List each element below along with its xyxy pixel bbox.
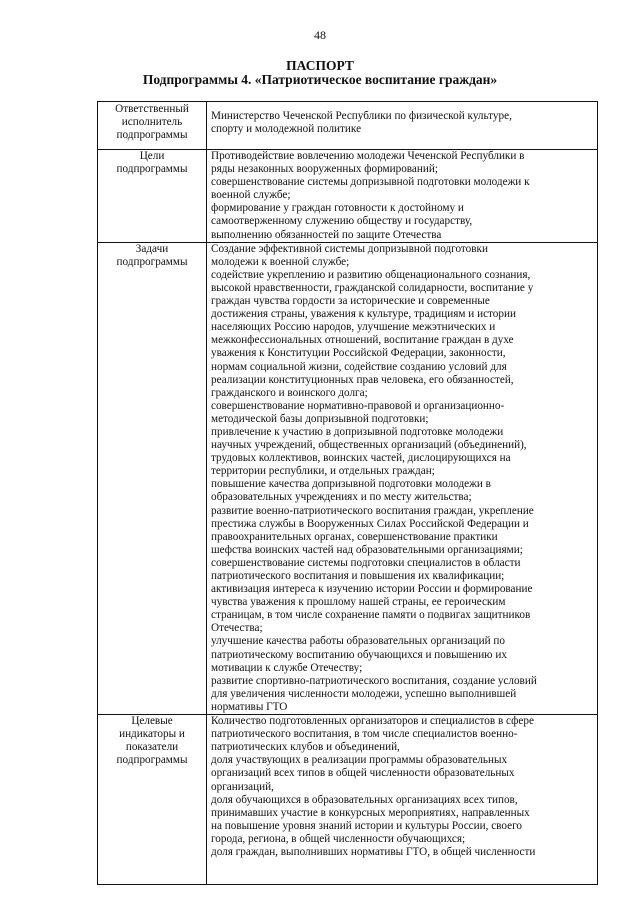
page-number: 48	[314, 28, 326, 42]
value-line: привлечение к участию в допризывной подготовке молодежи	[211, 425, 504, 438]
value-line: населяющих Россию народов, улучшение межэтнических и	[211, 321, 496, 334]
value-cell	[207, 102, 598, 150]
label-line: подпрограммы	[116, 754, 188, 767]
value-line: патриотическому воспитанию обучающихся и повышению их	[211, 648, 507, 661]
value-line: ряды незаконных вооруженных формирований;	[211, 163, 438, 176]
value-cell	[207, 715, 598, 885]
value-line: совершенствование системы подготовки специалистов в области	[211, 556, 521, 569]
value-line: трудовых коллективов, воинских частей, дислоцирующихся на	[211, 452, 511, 465]
value-line: Создание эффективной системы допризывной подготовки	[211, 242, 488, 255]
value-line: научных учреждений, общественных организаций (объединений),	[211, 439, 527, 452]
value-line: развитие спортивно-патриотического воспитания, создание условий	[211, 674, 537, 687]
value-line: самоотверженному служению обществу и государству,	[211, 215, 473, 228]
value-line: на повышение уровня знаний истории и культуры России, своего	[211, 819, 522, 832]
document-title: ПАСПОРТ	[286, 58, 354, 73]
value-line: содействие укреплению и развитию общенационального сознания,	[211, 268, 531, 281]
value-line: спорту и молодежной политике	[211, 123, 362, 136]
table-row-goals	[98, 150, 598, 243]
value-line: принимавших участие в конкурсных мероприятиях, направленных	[211, 806, 530, 819]
value-line: для увеличения численности молодежи, успешно выполнившей	[211, 687, 517, 700]
value-line: активизация интереса к изучению истории России и формирование	[211, 583, 533, 596]
value-line: военной службе;	[211, 189, 291, 202]
value-line: развитие военно-патриотического воспитания граждан, укрепление	[211, 504, 534, 517]
value-line: патриотического воспитания и повышения их квалификации;	[211, 570, 505, 582]
value-line: нормам социальной жизни, содействие созданию условий для	[211, 360, 507, 373]
value-line: Министерство Чеченской Республики по физической культуре,	[211, 110, 512, 122]
value-line: Противодействие вовлечению молодежи Чеченской Республики в	[211, 150, 525, 162]
label-line: Задачи	[135, 242, 169, 255]
value-line: улучшение качества работы образовательных организаций по	[211, 635, 506, 648]
value-line: граждан чувства гордости за исторические и современные	[211, 295, 490, 308]
value-line: шефства воинских частей над образовательными организациями;	[211, 543, 523, 556]
label-line: Цели	[139, 150, 165, 162]
label-line: подпрограммы	[116, 163, 188, 176]
label-line: индикаторы и	[119, 728, 185, 741]
value-line: доля граждан, выполнивших нормативы ГТО, в общей численности	[211, 845, 536, 858]
value-line: доля обучающихся в образовательных организациях всех типов,	[211, 793, 518, 806]
value-line: выполнению обязанностей по защите Отечества	[211, 228, 442, 241]
value-line: молодежи к военной службе;	[211, 255, 350, 268]
label-line: Целевые	[131, 715, 173, 728]
table-row-target-indicators	[98, 715, 598, 885]
value-line: межконфессиональных отношений, воспитание граждан в духе	[211, 334, 514, 347]
value-line: правоохранительных органах, совершенствование практики	[211, 530, 498, 543]
value-line: престижа службы в Вооруженных Силах Российской Федерации и	[211, 517, 529, 530]
value-line: Отечества;	[211, 622, 263, 635]
value-line: повышение качества допризывной подготовки молодежи в	[211, 478, 491, 491]
table-row-responsible-executor	[98, 102, 598, 150]
label-line: подпрограммы	[116, 255, 188, 268]
passport-table	[97, 101, 598, 885]
value-line: территории республики, и отдельных граждан;	[211, 465, 435, 478]
value-line: страницам, в том числе сохранение памяти о подвигах защитников	[211, 609, 531, 622]
label-line: показатели	[125, 741, 179, 754]
value-cell	[207, 150, 598, 243]
value-line: нормативы ГТО	[211, 700, 288, 713]
value-line: доля участвующих в реализации программы образовательных	[211, 754, 508, 767]
value-line: совершенствование нормативно-правовой и организационно-	[211, 399, 505, 412]
value-line: организаций всех типов в общей численности образовательных	[211, 767, 515, 780]
value-line: методической базы допризывной подготовки;	[211, 412, 429, 425]
value-line: достижения страны, уважения к культуре, традициям и истории	[211, 308, 516, 321]
value-line: совершенствование системы допризывной подготовки молодежи к	[211, 176, 530, 189]
label-cell	[98, 150, 207, 243]
document-subtitle: Подпрограммы 4. «Патриотическое воспитание граждан»	[142, 72, 498, 87]
label-line: исполнитель	[121, 116, 183, 129]
value-line: патриотических клубов и объединений,	[211, 741, 400, 754]
table-row-tasks	[98, 242, 598, 714]
value-line: высокой нравственности, гражданской солидарности, воспитание у	[211, 281, 534, 294]
label-cell	[98, 715, 207, 885]
value-line: организаций,	[211, 780, 274, 793]
label-cell	[98, 102, 207, 150]
value-line: Количество подготовленных организаторов и специалистов в сфере	[211, 715, 534, 728]
value-line: города, региона, в общей численности обучающихся;	[211, 832, 466, 845]
value-line: уважения к Конституции Российской Федерации, законности,	[211, 347, 506, 360]
label-line: Ответственный	[115, 103, 189, 115]
value-line: мотивации к службе Отечеству;	[211, 661, 363, 674]
value-line: образовательных учреждениях и по месту жительства;	[211, 491, 472, 504]
value-line: реализации конституционных прав человека, его обязанностей,	[211, 373, 514, 386]
value-line: патриотического воспитания, в том числе специалистов военно-	[211, 728, 518, 741]
value-line: формирование у граждан готовности к достойному и	[211, 202, 464, 215]
value-cell	[207, 242, 598, 714]
label-cell	[98, 242, 207, 714]
label-line: подпрограммы	[116, 129, 188, 142]
value-line: гражданского и воинского долга;	[211, 386, 368, 399]
value-line: чувства уважения к прошлому нашей страны, ее героическим	[211, 596, 506, 609]
